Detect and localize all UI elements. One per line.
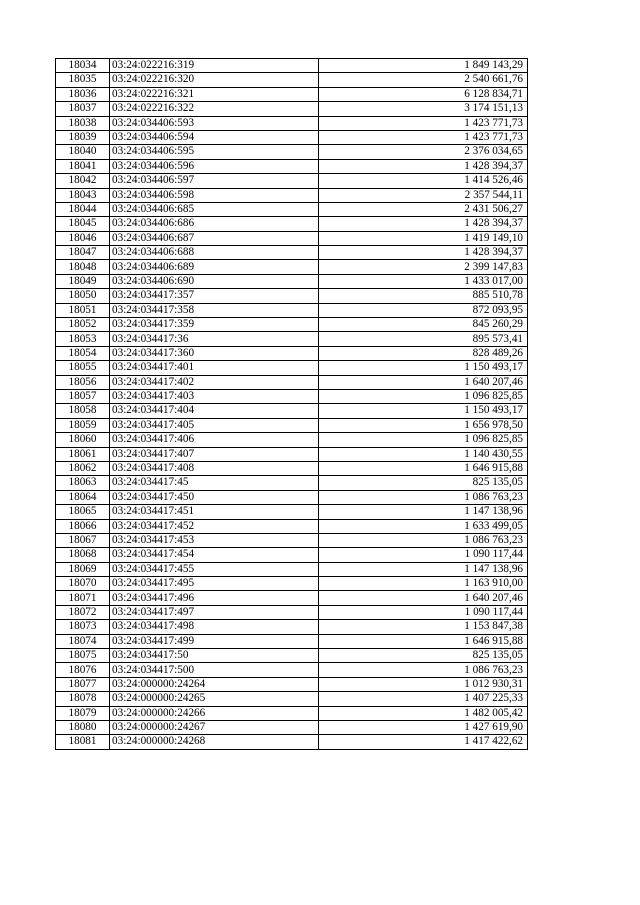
- cadastral-number-cell: 03:24:034417:499: [110, 634, 319, 648]
- cadastral-number-cell: 03:24:034406:686: [110, 217, 319, 231]
- table-row: [56, 548, 528, 562]
- cadastral-number-cell: 03:24:022216:320: [110, 73, 319, 87]
- cadastral-value-cell: 1 646 915,88: [319, 461, 528, 475]
- cadastral-value-cell: 2 399 147,83: [319, 260, 528, 274]
- cadastral-value-cell: 3 174 151,13: [319, 102, 528, 116]
- cadastral-value-cell: 1 096 825,85: [319, 389, 528, 403]
- table-row: [56, 663, 528, 677]
- cadastral-value-cell: 2 357 544,11: [319, 188, 528, 202]
- cadastral-number-cell: 03:24:034406:597: [110, 174, 319, 188]
- cadastral-value-cell: 1 427 619,90: [319, 720, 528, 734]
- row-number-cell: 18058: [56, 404, 110, 418]
- table-row: [56, 404, 528, 418]
- table-row: [56, 692, 528, 706]
- row-number-cell: 18078: [56, 692, 110, 706]
- cadastral-number-cell: 03:24:034406:690: [110, 274, 319, 288]
- table-row: [56, 202, 528, 216]
- cadastral-number-cell: 03:24:034417:495: [110, 577, 319, 591]
- table-row: [56, 577, 528, 591]
- cadastral-number-cell: 03:24:034417:358: [110, 303, 319, 317]
- cadastral-number-cell: 03:24:034406:596: [110, 159, 319, 173]
- cadastral-number-cell: 03:24:034417:408: [110, 461, 319, 475]
- cadastral-value-cell: 1 153 847,38: [319, 620, 528, 634]
- table-row: [56, 634, 528, 648]
- cadastral-value-cell: 872 093,95: [319, 303, 528, 317]
- table-row: [56, 706, 528, 720]
- cadastral-number-cell: 03:24:034417:407: [110, 447, 319, 461]
- table-row: [56, 102, 528, 116]
- cadastral-value-cell: 895 573,41: [319, 332, 528, 346]
- cadastral-number-cell: 03:24:034417:496: [110, 591, 319, 605]
- table-row: [56, 346, 528, 360]
- row-number-cell: 18063: [56, 476, 110, 490]
- cadastral-value-cell: 1 147 138,96: [319, 505, 528, 519]
- table-row: [56, 274, 528, 288]
- row-number-cell: 18077: [56, 677, 110, 691]
- cadastral-number-cell: 03:24:034417:357: [110, 289, 319, 303]
- row-number-cell: 18045: [56, 217, 110, 231]
- table-row: [56, 231, 528, 245]
- table-body: [56, 59, 528, 750]
- cadastral-value-cell: 885 510,78: [319, 289, 528, 303]
- cadastral-number-cell: 03:24:034417:359: [110, 318, 319, 332]
- row-number-cell: 18038: [56, 116, 110, 130]
- row-number-cell: 18043: [56, 188, 110, 202]
- table-row: [56, 649, 528, 663]
- row-number-cell: 18061: [56, 447, 110, 461]
- cadastral-number-cell: 03:24:034417:450: [110, 490, 319, 504]
- cadastral-number-cell: 03:24:034406:685: [110, 202, 319, 216]
- table-row: [56, 174, 528, 188]
- table-row: [56, 145, 528, 159]
- row-number-cell: 18050: [56, 289, 110, 303]
- row-number-cell: 18047: [56, 246, 110, 260]
- cadastral-number-cell: 03:24:034417:50: [110, 649, 319, 663]
- table-row: [56, 289, 528, 303]
- row-number-cell: 18035: [56, 73, 110, 87]
- row-number-cell: 18044: [56, 202, 110, 216]
- cadastral-number-cell: 03:24:000000:24266: [110, 706, 319, 720]
- table-row: [56, 318, 528, 332]
- table-row: [56, 116, 528, 130]
- cadastral-value-cell: 1 163 910,00: [319, 577, 528, 591]
- cadastral-number-cell: 03:24:034406:593: [110, 116, 319, 130]
- cadastral-value-cell: 2 431 506,27: [319, 202, 528, 216]
- row-number-cell: 18056: [56, 375, 110, 389]
- cadastral-value-cell: 1 423 771,73: [319, 130, 528, 144]
- table-row: [56, 533, 528, 547]
- cadastral-number-cell: 03:24:034417:403: [110, 389, 319, 403]
- cadastral-value-cell: 6 128 834,71: [319, 87, 528, 101]
- row-number-cell: 18062: [56, 461, 110, 475]
- table-row: [56, 361, 528, 375]
- cadastral-number-cell: 03:24:022216:321: [110, 87, 319, 101]
- cadastral-value-cell: 1 428 394,37: [319, 159, 528, 173]
- row-number-cell: 18055: [56, 361, 110, 375]
- row-number-cell: 18060: [56, 433, 110, 447]
- cadastral-number-cell: 03:24:000000:24264: [110, 677, 319, 691]
- cadastral-number-cell: 03:24:034417:451: [110, 505, 319, 519]
- cadastral-value-cell: 1 090 117,44: [319, 548, 528, 562]
- row-number-cell: 18051: [56, 303, 110, 317]
- cadastral-value-table: [55, 58, 528, 750]
- table-row: [56, 73, 528, 87]
- table-row: [56, 605, 528, 619]
- row-number-cell: 18059: [56, 418, 110, 432]
- table-row: [56, 519, 528, 533]
- row-number-cell: 18036: [56, 87, 110, 101]
- cadastral-value-cell: 1 640 207,46: [319, 591, 528, 605]
- table-row: [56, 620, 528, 634]
- table-row: [56, 433, 528, 447]
- cadastral-number-cell: 03:24:034417:498: [110, 620, 319, 634]
- cadastral-number-cell: 03:24:034417:402: [110, 375, 319, 389]
- cadastral-value-cell: 1 419 149,10: [319, 231, 528, 245]
- cadastral-value-cell: 1 150 493,17: [319, 361, 528, 375]
- row-number-cell: 18080: [56, 720, 110, 734]
- row-number-cell: 18073: [56, 620, 110, 634]
- table-row: [56, 505, 528, 519]
- table-row: [56, 389, 528, 403]
- cadastral-value-cell: 1 423 771,73: [319, 116, 528, 130]
- cadastral-value-cell: 1 656 978,50: [319, 418, 528, 432]
- cadastral-value-cell: 1 147 138,96: [319, 562, 528, 576]
- row-number-cell: 18069: [56, 562, 110, 576]
- row-number-cell: 18065: [56, 505, 110, 519]
- row-number-cell: 18064: [56, 490, 110, 504]
- row-number-cell: 18075: [56, 649, 110, 663]
- cadastral-value-cell: 1 633 499,05: [319, 519, 528, 533]
- cadastral-number-cell: 03:24:000000:24267: [110, 720, 319, 734]
- table-row: [56, 490, 528, 504]
- table-row: [56, 461, 528, 475]
- cadastral-value-cell: 1 140 430,55: [319, 447, 528, 461]
- cadastral-number-cell: 03:24:034417:455: [110, 562, 319, 576]
- table-row: [56, 418, 528, 432]
- cadastral-value-cell: 1 086 763,23: [319, 663, 528, 677]
- cadastral-value-cell: 1 428 394,37: [319, 246, 528, 260]
- cadastral-value-cell: 1 086 763,23: [319, 533, 528, 547]
- cadastral-value-cell: 1 090 117,44: [319, 605, 528, 619]
- cadastral-number-cell: 03:24:034417:500: [110, 663, 319, 677]
- cadastral-number-cell: 03:24:000000:24268: [110, 735, 319, 749]
- cadastral-value-cell: 1 428 394,37: [319, 217, 528, 231]
- table-row: [56, 591, 528, 605]
- cadastral-number-cell: 03:24:034417:360: [110, 346, 319, 360]
- row-number-cell: 18048: [56, 260, 110, 274]
- cadastral-number-cell: 03:24:034417:404: [110, 404, 319, 418]
- row-number-cell: 18072: [56, 605, 110, 619]
- row-number-cell: 18054: [56, 346, 110, 360]
- row-number-cell: 18066: [56, 519, 110, 533]
- row-number-cell: 18039: [56, 130, 110, 144]
- cadastral-value-cell: 825 135,05: [319, 476, 528, 490]
- row-number-cell: 18053: [56, 332, 110, 346]
- row-number-cell: 18068: [56, 548, 110, 562]
- cadastral-value-cell: 2 376 034,65: [319, 145, 528, 159]
- cadastral-number-cell: 03:24:034417:452: [110, 519, 319, 533]
- row-number-cell: 18052: [56, 318, 110, 332]
- cadastral-number-cell: 03:24:000000:24265: [110, 692, 319, 706]
- row-number-cell: 18034: [56, 59, 110, 73]
- row-number-cell: 18074: [56, 634, 110, 648]
- cadastral-number-cell: 03:24:022216:319: [110, 59, 319, 73]
- cadastral-number-cell: 03:24:034417:45: [110, 476, 319, 490]
- cadastral-number-cell: 03:24:034417:454: [110, 548, 319, 562]
- row-number-cell: 18037: [56, 102, 110, 116]
- cadastral-number-cell: 03:24:034417:405: [110, 418, 319, 432]
- cadastral-value-cell: 845 260,29: [319, 318, 528, 332]
- cadastral-number-cell: 03:24:034406:689: [110, 260, 319, 274]
- row-number-cell: 18076: [56, 663, 110, 677]
- cadastral-value-cell: 1 482 005,42: [319, 706, 528, 720]
- cadastral-number-cell: 03:24:034417:36: [110, 332, 319, 346]
- row-number-cell: 18071: [56, 591, 110, 605]
- row-number-cell: 18041: [56, 159, 110, 173]
- cadastral-value-cell: 1 849 143,29: [319, 59, 528, 73]
- table-row: [56, 677, 528, 691]
- row-number-cell: 18067: [56, 533, 110, 547]
- table-row: [56, 188, 528, 202]
- table-row: [56, 303, 528, 317]
- cadastral-number-cell: 03:24:034417:401: [110, 361, 319, 375]
- table-row: [56, 720, 528, 734]
- row-number-cell: 18079: [56, 706, 110, 720]
- table-row: [56, 130, 528, 144]
- table-row: [56, 260, 528, 274]
- cadastral-number-cell: 03:24:034417:406: [110, 433, 319, 447]
- cadastral-value-cell: 1 417 422,62: [319, 735, 528, 749]
- table-row: [56, 562, 528, 576]
- table-row: [56, 332, 528, 346]
- table-row: [56, 59, 528, 73]
- cadastral-value-cell: 1 433 017,00: [319, 274, 528, 288]
- table-row: [56, 159, 528, 173]
- row-number-cell: 18070: [56, 577, 110, 591]
- table-row: [56, 246, 528, 260]
- table-row: [56, 476, 528, 490]
- cadastral-number-cell: 03:24:034406:595: [110, 145, 319, 159]
- row-number-cell: 18046: [56, 231, 110, 245]
- row-number-cell: 18042: [56, 174, 110, 188]
- cadastral-value-cell: 1 414 526,46: [319, 174, 528, 188]
- cadastral-value-cell: 1 086 763,23: [319, 490, 528, 504]
- cadastral-number-cell: 03:24:034406:688: [110, 246, 319, 260]
- table-row: [56, 735, 528, 749]
- row-number-cell: 18049: [56, 274, 110, 288]
- cadastral-value-cell: 1 096 825,85: [319, 433, 528, 447]
- row-number-cell: 18057: [56, 389, 110, 403]
- cadastral-value-cell: 1 407 225,33: [319, 692, 528, 706]
- table-row: [56, 87, 528, 101]
- row-number-cell: 18040: [56, 145, 110, 159]
- row-number-cell: 18081: [56, 735, 110, 749]
- cadastral-number-cell: 03:24:034417:497: [110, 605, 319, 619]
- table-row: [56, 375, 528, 389]
- cadastral-value-cell: 1 150 493,17: [319, 404, 528, 418]
- cadastral-number-cell: 03:24:034406:594: [110, 130, 319, 144]
- cadastral-value-cell: 828 489,26: [319, 346, 528, 360]
- cadastral-number-cell: 03:24:034417:453: [110, 533, 319, 547]
- cadastral-value-cell: 1 640 207,46: [319, 375, 528, 389]
- cadastral-number-cell: 03:24:022216:322: [110, 102, 319, 116]
- cadastral-value-cell: 2 540 661,76: [319, 73, 528, 87]
- table-row: [56, 217, 528, 231]
- cadastral-value-cell: 1 012 930,31: [319, 677, 528, 691]
- table-row: [56, 447, 528, 461]
- cadastral-value-cell: 1 646 915,88: [319, 634, 528, 648]
- cadastral-number-cell: 03:24:034406:598: [110, 188, 319, 202]
- cadastral-value-cell: 825 135,05: [319, 649, 528, 663]
- cadastral-number-cell: 03:24:034406:687: [110, 231, 319, 245]
